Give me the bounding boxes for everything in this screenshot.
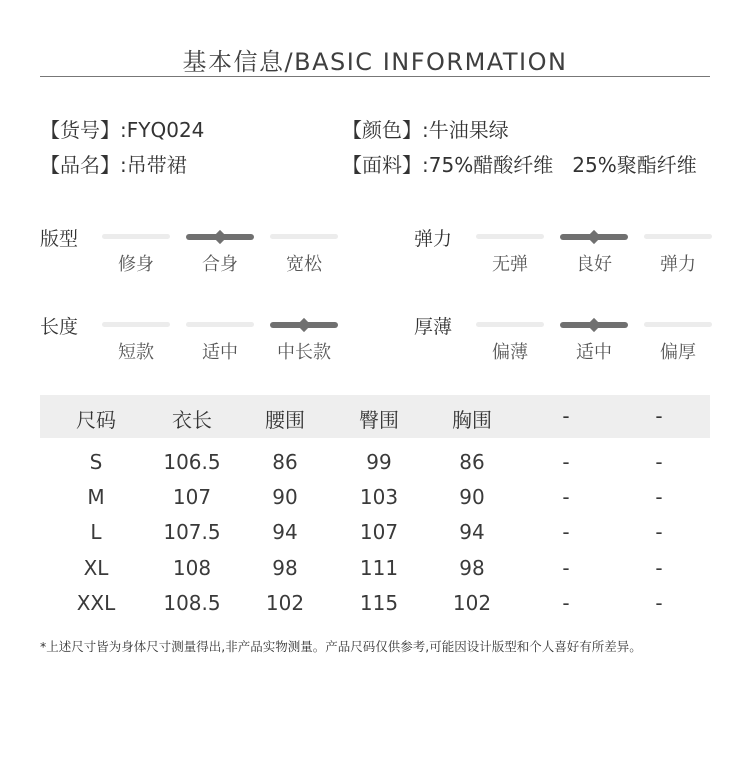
item-no-row bbox=[40, 114, 204, 143]
scale-segment-selected bbox=[270, 322, 338, 328]
size-table-cell: 94 bbox=[272, 520, 298, 544]
scale-option-label: 适中 bbox=[576, 342, 612, 363]
color-value: 牛油果绿 bbox=[428, 118, 509, 142]
color-row bbox=[342, 114, 509, 143]
size-table-cell: 90 bbox=[459, 485, 485, 509]
scale-marker bbox=[213, 230, 227, 244]
size-table-cell: - bbox=[562, 520, 570, 544]
size-table-cell: XXL bbox=[76, 591, 116, 615]
size-table-cell: 107 bbox=[359, 520, 399, 544]
size-table-cell: 86 bbox=[459, 450, 485, 474]
size-table-header-cell: 尺码 bbox=[76, 408, 116, 432]
scale-segment bbox=[476, 322, 544, 327]
fabric-value: 75%醋酸纤维 25%聚酯纤维 bbox=[428, 153, 697, 177]
attribute-label: 厚薄 bbox=[414, 316, 453, 338]
scale-option-label: 中长款 bbox=[277, 342, 331, 363]
scale-option-label: 偏薄 bbox=[492, 342, 528, 363]
scale-option-label: 合身 bbox=[202, 254, 238, 275]
scale-segment bbox=[102, 234, 170, 239]
size-table-cell: - bbox=[562, 591, 570, 615]
size-table-header-cell: 衣长 bbox=[172, 408, 212, 432]
scale-marker bbox=[587, 318, 601, 332]
size-table-cell: 115 bbox=[359, 591, 399, 615]
scale-option-label: 短款 bbox=[118, 342, 154, 363]
size-table-cell: 99 bbox=[366, 450, 392, 474]
scale-marker bbox=[587, 230, 601, 244]
attribute-label: 版型 bbox=[40, 228, 79, 250]
size-table-cell: 98 bbox=[459, 556, 485, 580]
size-table-header-cell: - bbox=[562, 404, 570, 428]
scale-marker bbox=[297, 318, 311, 332]
size-table-cell: 103 bbox=[359, 485, 399, 509]
size-table-cell: - bbox=[655, 591, 663, 615]
size-table-header-cell: 腰围 bbox=[265, 408, 305, 432]
size-table-cell: - bbox=[655, 520, 663, 544]
scale-option-label: 弹力 bbox=[660, 254, 696, 275]
size-table-cell: XL bbox=[83, 556, 109, 580]
size-table-cell: 108.5 bbox=[163, 591, 221, 615]
scale-option-label: 修身 bbox=[118, 254, 154, 275]
scale-option-label: 宽松 bbox=[286, 254, 322, 275]
size-table-header-cell: 胸围 bbox=[452, 408, 492, 432]
scale-segment bbox=[186, 322, 254, 327]
name-value: 吊带裙 bbox=[126, 153, 187, 177]
size-table-cell: 108 bbox=[172, 556, 212, 580]
size-table-cell: 86 bbox=[272, 450, 298, 474]
scale-option-label: 偏厚 bbox=[660, 342, 696, 363]
footnote: *上述尺寸皆为身体尺寸测量得出,非产品实物测量。产品尺码仅供参考,可能因设计版型和个人喜好有所差异。 bbox=[40, 639, 642, 654]
scale-segment-selected bbox=[560, 322, 628, 328]
page-title: 基本信息/BASIC INFORMATION bbox=[182, 48, 568, 76]
size-table-cell: 102 bbox=[265, 591, 305, 615]
scale-segment bbox=[476, 234, 544, 239]
size-table-header-cell: 臀围 bbox=[359, 408, 399, 432]
fabric-row bbox=[342, 149, 697, 178]
size-table-cell: 102 bbox=[452, 591, 492, 615]
scale-segment-selected bbox=[560, 234, 628, 240]
size-table-cell: 111 bbox=[359, 556, 399, 580]
size-table-cell: L bbox=[90, 520, 102, 544]
item-no-value: FYQ024 bbox=[126, 118, 205, 142]
scale-segment bbox=[102, 322, 170, 327]
size-table-cell: 90 bbox=[272, 485, 298, 509]
attribute-label: 弹力 bbox=[414, 228, 453, 250]
size-table-cell: 94 bbox=[459, 520, 485, 544]
scale-option-label: 无弹 bbox=[492, 254, 528, 275]
size-table-cell: - bbox=[562, 556, 570, 580]
scale-option-label: 适中 bbox=[202, 342, 238, 363]
size-table-cell: 106.5 bbox=[163, 450, 221, 474]
size-table-cell: - bbox=[655, 450, 663, 474]
size-table-header-cell: - bbox=[655, 404, 663, 428]
size-table-cell: - bbox=[655, 556, 663, 580]
scale-segment bbox=[644, 234, 712, 239]
attribute-label: 长度 bbox=[40, 316, 79, 338]
size-table-cell: - bbox=[562, 485, 570, 509]
size-table-cell: 107 bbox=[172, 485, 212, 509]
title-divider bbox=[40, 76, 710, 77]
size-table-cell: - bbox=[562, 450, 570, 474]
item-no-label: 【货号】: bbox=[40, 118, 127, 142]
fabric-label: 【面料】: bbox=[342, 153, 429, 177]
color-label: 【颜色】: bbox=[342, 118, 429, 142]
size-table-cell: S bbox=[89, 450, 103, 474]
scale-segment bbox=[644, 322, 712, 327]
scale-option-label: 良好 bbox=[576, 254, 612, 275]
size-table-cell: 107.5 bbox=[163, 520, 221, 544]
scale-segment-selected bbox=[186, 234, 254, 240]
name-row bbox=[40, 149, 187, 178]
scale-segment bbox=[270, 234, 338, 239]
size-table-cell: 98 bbox=[272, 556, 298, 580]
name-label: 【品名】: bbox=[40, 153, 127, 177]
size-table-cell: - bbox=[655, 485, 663, 509]
size-table-cell: M bbox=[87, 485, 105, 509]
